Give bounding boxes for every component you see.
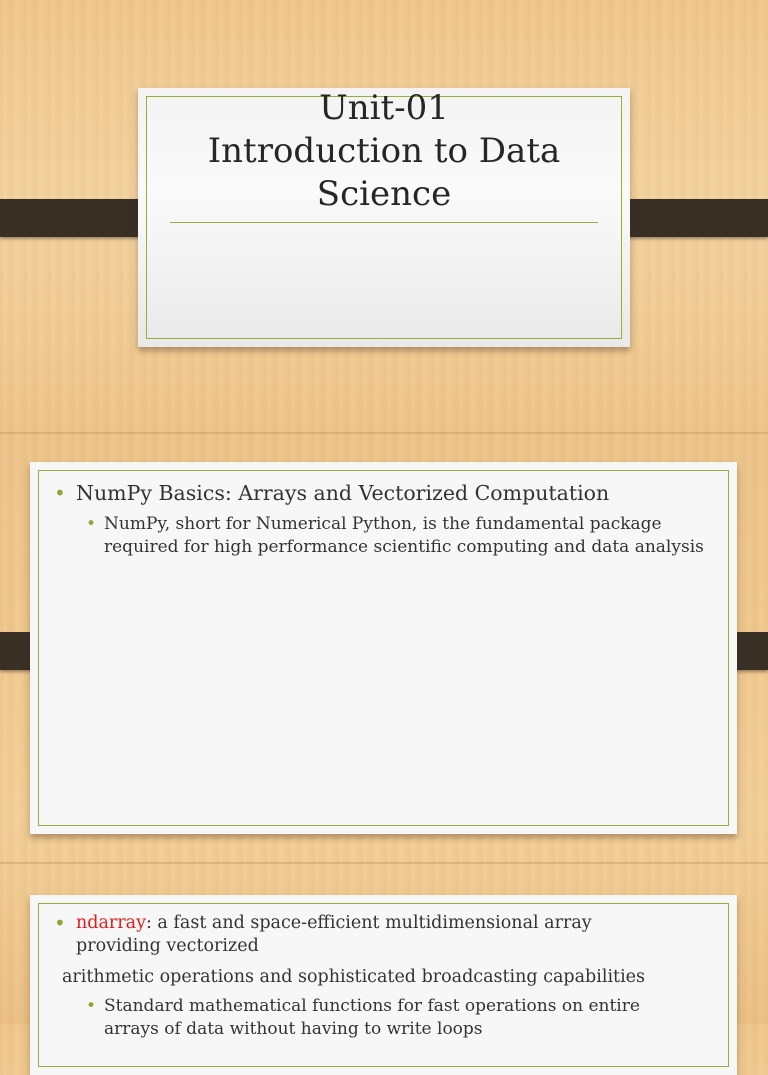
title-line-1: Unit-01: [319, 88, 449, 128]
sub-bullet-item: [54, 995, 674, 1041]
slide-title: [138, 87, 630, 216]
bullet-icon: •: [54, 911, 66, 935]
bullet-text: NumPy Basics: Arrays and Vectorized Computation: [76, 481, 610, 505]
wood-plank-seam: [0, 432, 768, 434]
bullet-item: [54, 912, 674, 958]
sub-bullet-item: [54, 513, 704, 559]
bullet-icon: •: [86, 514, 97, 534]
slide-body: [54, 912, 674, 1041]
slide-3[interactable]: [30, 895, 737, 1075]
title-line-3: Science: [316, 174, 452, 214]
bullet-text: NumPy, short for Numerical Python, is the fundamental package required for high performance scientific computing and data analysis: [104, 514, 704, 557]
bullet-text: Standard mathematical functions for fast operations on entire arrays of data without having to write loops: [104, 996, 640, 1039]
decorative-bar-left: [0, 199, 156, 237]
paragraph-text: arithmetic operations and sophisticated broadcasting capabilities: [62, 967, 646, 987]
slide-body: [54, 481, 704, 559]
bullet-item: [54, 481, 704, 505]
title-underline: [170, 222, 598, 223]
slide-2[interactable]: [30, 462, 737, 834]
decorative-bar-right: [612, 199, 768, 237]
title-line-2: Introduction to Data: [207, 131, 561, 171]
term-highlight: ndarray: [76, 913, 146, 933]
bullet-icon: •: [86, 996, 97, 1016]
wood-plank-seam: [0, 862, 768, 864]
bullet-icon: •: [54, 481, 66, 505]
bullet-text: : a fast and space-efficient multidimensional array providing vectorized: [76, 913, 592, 956]
slide-1[interactable]: [138, 88, 630, 347]
